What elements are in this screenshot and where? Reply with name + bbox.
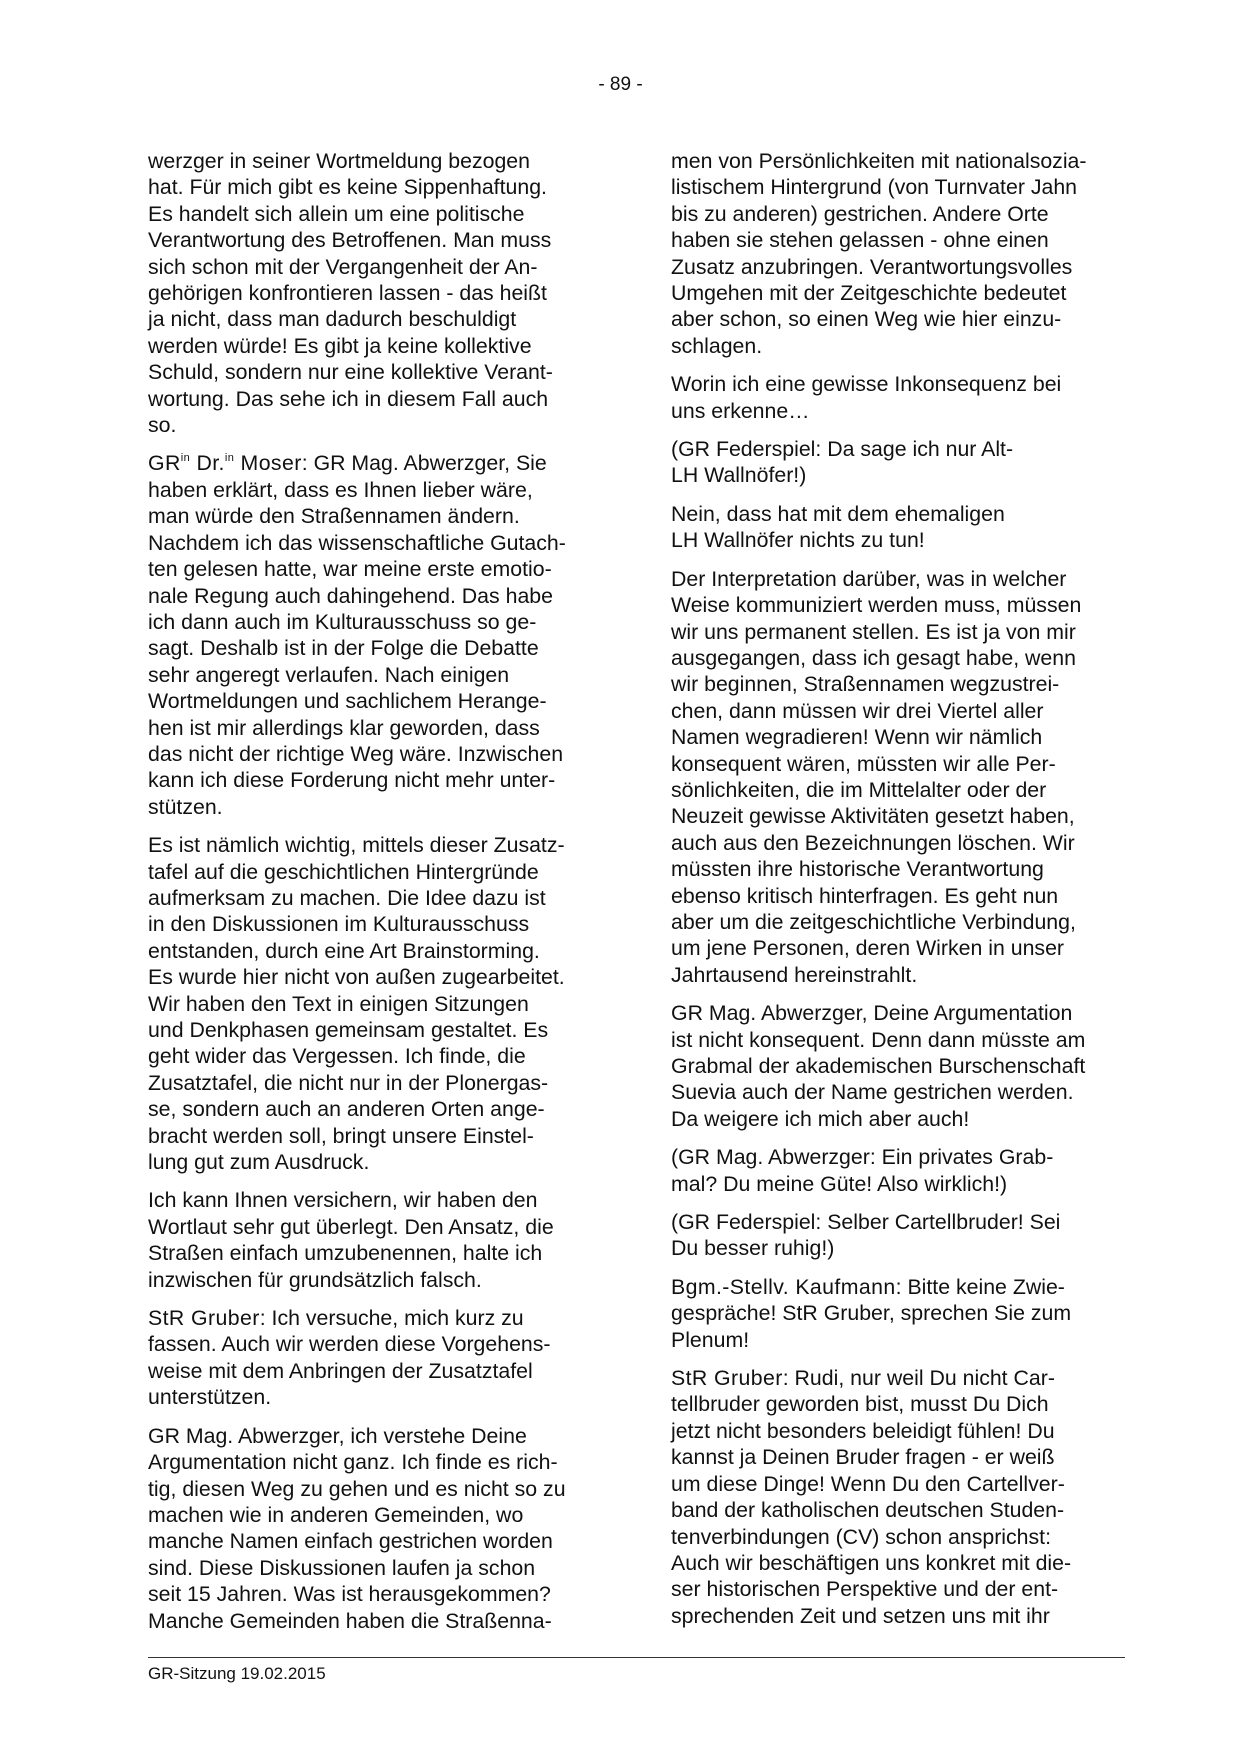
right-column <box>671 148 1125 1641</box>
text-line: schlagen. <box>671 333 763 358</box>
text-line: auch aus den Bezeichnungen löschen. Wir <box>671 830 1075 855</box>
text-line: gespräche! StR Gruber, sprechen Sie zum <box>671 1301 1072 1326</box>
paragraph <box>671 1000 1125 1132</box>
text-line: sind. Diese Diskussionen laufen ja schon <box>148 1555 536 1580</box>
text-line: ebenso kritisch hinterfragen. Es geht nun <box>671 883 1059 908</box>
text-line: Es wurde hier nicht von außen zugearbeitet. <box>148 965 565 990</box>
footer-divider <box>148 1657 1125 1658</box>
text-line: Verantwortung des Betroffenen. Man muss <box>148 228 552 253</box>
text-line: geht wider das Vergessen. Ich finde, die <box>148 1044 526 1069</box>
text-line: band der katholischen deutschen Studen- <box>671 1498 1065 1523</box>
paragraph <box>671 501 1125 554</box>
text-line: konsequent wären, müssten wir alle Per- <box>671 751 1056 776</box>
text-line: manche Namen einfach gestrichen worden <box>148 1529 553 1554</box>
paragraph <box>671 1274 1125 1353</box>
paragraph <box>148 832 602 1175</box>
paragraph <box>671 148 1125 359</box>
text-line: Zusatz anzubringen. Verantwortungsvolles <box>671 254 1073 279</box>
text-line: Suevia auch der Name gestrichen werden. <box>671 1080 1074 1105</box>
superscript: in <box>224 452 235 465</box>
text-line: : Bitte keine Zwie- <box>895 1274 1065 1299</box>
text-line: um jene Personen, deren Wirken in unser <box>671 936 1065 961</box>
text-line: sagt. Deshalb ist in der Folge die Debatte <box>148 636 539 661</box>
text-line: man würde den Straßennamen ändern. <box>148 504 520 529</box>
text-line: um diese Dinge! Wenn Du den Cartellver- <box>671 1471 1065 1496</box>
paragraph <box>148 1305 602 1411</box>
text-line: unterstützen. <box>148 1385 272 1410</box>
text-line: Nachdem ich das wissenschaftliche Gutach- <box>148 530 566 555</box>
text-line: aber schon, so einen Weg wie hier einzu- <box>671 307 1062 332</box>
text-line: haben erklärt, dass es Ihnen lieber wäre, <box>148 477 533 502</box>
text-line: haben sie stehen gelassen - ohne einen <box>671 228 1049 253</box>
text-line: wir beginnen, Straßennamen wegzustrei- <box>671 672 1060 697</box>
text-line: hat. Für mich gibt es keine Sippenhaftung. <box>148 175 547 200</box>
text-line: ja nicht, dass man dadurch beschuldigt <box>148 307 517 332</box>
text-line: und Denkphasen gemeinsam gestaltet. Es <box>148 1018 549 1042</box>
text-line: wir uns permanent stellen. Es ist ja von mir <box>671 619 1076 644</box>
speaker-name: Bgm.-Stellv. Kaufmann <box>671 1274 896 1299</box>
text-line: Du besser ruhig!) <box>671 1236 835 1261</box>
text-line: (GR Mag. Abwerzger: Ein privates Grab- <box>671 1145 1054 1170</box>
text-line: sich schon mit der Vergangenheit der An- <box>148 254 538 279</box>
text-line: entstanden, durch eine Art Brainstorming. <box>148 938 540 963</box>
text-line: fassen. Auch wir werden diese Vorgehens- <box>148 1332 551 1357</box>
text-line: tenverbindungen (CV) schon ansprichst: <box>671 1524 1052 1549</box>
text-line: Es handelt sich allein um eine politische <box>148 201 525 226</box>
paragraph <box>148 450 602 820</box>
text-line: gehörigen konfrontieren lassen - das heißt <box>148 281 547 306</box>
text-line: : GR Mag. Abwerzger, Sie <box>301 451 547 476</box>
text-line: in den Diskussionen im Kulturausschuss <box>148 912 530 937</box>
text-line: Der Interpretation darüber, was in welcher <box>671 566 1067 591</box>
text-line: Jahrtausend hereinstrahlt. <box>671 962 918 987</box>
text-line: Namen wegradieren! Wenn wir nämlich <box>671 725 1043 750</box>
text-line: sprechenden Zeit und setzen uns mit ihr <box>671 1603 1050 1628</box>
text-line: tellbruder geworden bist, musst Du Dich <box>671 1392 1049 1417</box>
text-line: seit 15 Jahren. Was ist herausgekommen? <box>148 1582 551 1607</box>
text-line: kannst ja Deinen Bruder fragen - er weiß <box>671 1445 1055 1470</box>
text-line: Auch wir beschäftigen uns konkret mit die- <box>671 1550 1072 1575</box>
paragraph <box>671 1365 1125 1629</box>
text-line: hen ist mir allerdings klar geworden, dass <box>148 715 540 740</box>
text-line: Ich kann Ihnen versichern, wir haben den <box>148 1188 538 1213</box>
text-line: : Ich versuche, mich kurz zu <box>259 1306 524 1331</box>
text-line: werden würde! Es gibt ja keine kollektive <box>148 333 532 358</box>
text-line: Nein, dass hat mit dem ehemaligen <box>671 501 1005 526</box>
text-line: ist nicht konsequent. Denn dann müsste am <box>671 1027 1086 1052</box>
text-line: machen wie in anderen Gemeinden, wo <box>148 1502 524 1527</box>
text-line: jetzt nicht besonders beleidigt fühlen! Du <box>671 1418 1055 1443</box>
text-line: Argumentation nicht ganz. Ich finde es rich- <box>148 1450 558 1475</box>
speaker-name: $GR^{in}$ Dr.$^{in}$ Moser <box>148 451 302 476</box>
paragraph <box>671 1209 1125 1262</box>
text-line: Wir haben den Text in einigen Sitzungen <box>148 991 529 1016</box>
text-line: aufmerksam zu machen. Die Idee dazu ist <box>148 885 546 910</box>
text-line: nale Regung auch dahingehend. Das habe <box>148 583 553 608</box>
text-line: das nicht der richtige Weg wäre. Inzwischen <box>148 741 564 766</box>
text-line: GR Mag. Abwerzger, Deine Argumentation <box>671 1001 1073 1026</box>
text-line: men von Persönlichkeiten mit nationalsozia- <box>671 149 1087 173</box>
text-line: Da weigere ich mich aber auch! <box>671 1106 970 1131</box>
text-line: Straßen einfach umzubenennen, halte ich <box>148 1241 543 1266</box>
text-line: Wortlaut sehr gut überlegt. Den Ansatz, die <box>148 1214 554 1239</box>
text-line: se, sondern auch an anderen Orten ange- <box>148 1097 545 1122</box>
left-column <box>148 148 602 1646</box>
text-line: (GR Federspiel: Da sage ich nur Alt- <box>671 437 1014 462</box>
superscript: in <box>180 452 191 465</box>
paragraph <box>148 1423 602 1634</box>
text-line: GR Mag. Abwerzger, ich verstehe Deine <box>148 1423 527 1448</box>
paragraph <box>671 371 1125 424</box>
text-line: Manche Gemeinden haben die Straßenna- <box>148 1608 552 1633</box>
text-line: Weise kommuniziert werden muss, müssen <box>671 593 1082 618</box>
text-line: Grabmal der akademischen Burschenschaft <box>671 1054 1086 1078</box>
text-line: tafel auf die geschichtlichen Hintergründe <box>148 859 539 884</box>
text-line: werzger in seiner Wortmeldung bezogen <box>148 149 530 173</box>
text-line: aber um die zeitgeschichtliche Verbindung, <box>671 909 1076 934</box>
text-line: LH Wallnöfer!) <box>671 463 807 488</box>
text-line: ten gelesen hatte, war meine erste emotio- <box>148 557 552 582</box>
text-line: lung gut zum Ausdruck. <box>148 1150 370 1175</box>
text-line: Zusatztafel, die nicht nur in der Plonergas- <box>148 1070 549 1095</box>
text-line: Schuld, sondern nur eine kollektive Verant- <box>148 360 553 385</box>
text-line: : Rudi, nur weil Du nicht Car- <box>782 1366 1055 1391</box>
text-line: bracht werden soll, bringt unsere Einstel- <box>148 1123 534 1148</box>
text-line: so. <box>148 413 177 438</box>
text-line: kann ich diese Forderung nicht mehr unter- <box>148 768 556 793</box>
text-line: LH Wallnöfer nichts zu tun! <box>671 528 925 553</box>
paragraph <box>148 1187 602 1293</box>
text-line: sönlichkeiten, die im Mittelalter oder der <box>671 777 1047 802</box>
text-line: weise mit dem Anbringen der Zusatztafel <box>148 1358 533 1383</box>
text-line: wortung. Das sehe ich in diesem Fall auch <box>148 386 549 411</box>
text-line: listischem Hintergrund (von Turnvater Jahn <box>671 175 1078 200</box>
page-number: - 89 - <box>598 74 643 95</box>
text-line: ser historischen Perspektive und der ent- <box>671 1577 1059 1602</box>
footer-text: GR-Sitzung 19.02.2015 <box>148 1664 326 1683</box>
text-line: stützen. <box>148 794 223 819</box>
paragraph <box>148 148 602 438</box>
speaker-name: StR Gruber <box>148 1306 260 1331</box>
text-line: Umgehen mit der Zeitgeschichte bedeutet <box>671 281 1067 306</box>
text-line: müssten ihre historische Verantwortung <box>671 857 1044 882</box>
text-line: Worin ich eine gewisse Inkonsequenz bei <box>671 372 1062 397</box>
text-line: uns erkenne… <box>671 398 810 423</box>
text-line: chen, dann müssen wir drei Viertel aller <box>671 698 1044 723</box>
text-line: inzwischen für grundsätzlich falsch. <box>148 1267 482 1292</box>
text-line: ich dann auch im Kulturausschuss so ge- <box>148 609 537 634</box>
text-line: Plenum! <box>671 1327 750 1352</box>
text-line: ausgegangen, dass ich gesagt habe, wenn <box>671 645 1076 670</box>
text-line: Es ist nämlich wichtig, mittels dieser Zusatz- <box>148 833 565 858</box>
paragraph <box>671 566 1125 989</box>
speaker-name: StR Gruber <box>671 1366 783 1391</box>
text-line: tig, diesen Weg zu gehen und es nicht so zu <box>148 1476 566 1501</box>
text-line: Neuzeit gewisse Aktivitäten gesetzt haben, <box>671 804 1075 829</box>
text-line: sehr angeregt verlaufen. Nach einigen <box>148 662 510 687</box>
text-line: bis zu anderen) gestrichen. Andere Orte <box>671 201 1049 226</box>
text-line: (GR Federspiel: Selber Cartellbruder! Sei <box>671 1210 1061 1235</box>
paragraph <box>671 436 1125 489</box>
text-line: mal? Du meine Güte! Also wirklich!) <box>671 1171 1008 1196</box>
text-line: Wortmeldungen und sachlichem Herange- <box>148 689 547 714</box>
paragraph <box>671 1144 1125 1197</box>
